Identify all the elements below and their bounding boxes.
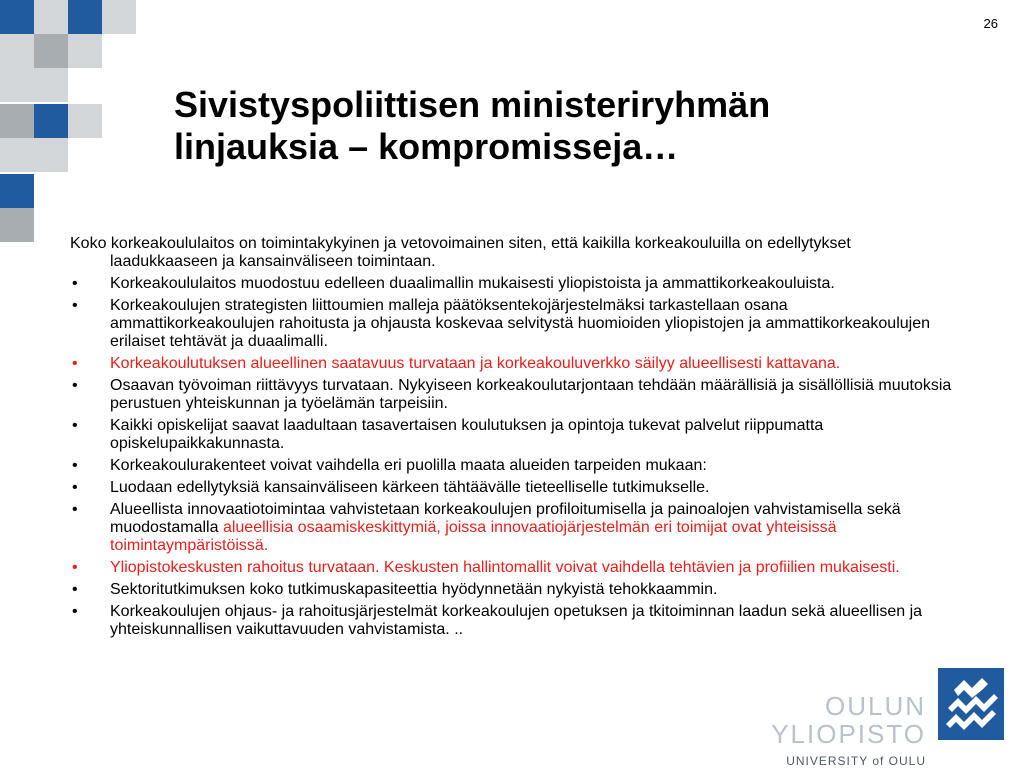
bullet-item-highlight: • Korkeakoulutuksen alueellinen saatavuus turvataan ja korkeakouluverkko säilyy alueellisesti kattavana. <box>72 355 841 372</box>
bullet-item: • Korkeakoulurakenteet voivat vaihdella eri puolilla maata alueiden tarpeiden mukaan: <box>72 457 707 474</box>
title-line-1: Sivistyspoliittisen ministeriryhmän <box>174 84 771 125</box>
logo-sub-text: UNIVERSITY of OULU <box>786 754 926 768</box>
bullet-item: • Osaavan työvoiman riittävyys turvataan. Nykyiseen korkeakoulutarjontaan tehdään määrällisiä ja sisällöllisiä muutoksia perustuen yhteiskunnan ja työelämän tarpeisiin. <box>72 377 952 412</box>
page-number: 26 <box>983 16 998 31</box>
slide-title <box>174 84 974 168</box>
university-logo-icon <box>938 668 1004 740</box>
university-logo-text <box>686 692 926 768</box>
bullet-item: • Korkeakoululaitos muodostuu edelleen duaalimallin mukaisesti yliopistoista ja ammattikorkeakouluista. <box>72 275 835 292</box>
bullet-item: • Korkeakoulujen strategisten liittoumien malleja päätöksentekojärjestelmäksi tarkastellaan osana ammattikorkeakoulujen rahoitusta ja ohjausta koskevaa selvitystä huomioiden yliopistojen ja ammattikorkeakoulujen erilaiset tehtävät ja duaalimalli. <box>72 297 930 350</box>
logo-main-text: OULUN YLIOPISTO <box>771 691 926 749</box>
bullet-item: • Korkeakoulujen ohjaus- ja rahoitusjärjestelmät korkeakoulujen opetuksen ja tkitoiminnan laadun sekä alueellisen ja yhteiskunnallisen vaikuttavuuden vahvistamista. .. <box>72 603 923 638</box>
title-line-2: linjauksia – kompromisseja… <box>174 126 679 167</box>
bullet-item: • Sektoritutkimuksen koko tutkimuskapasiteettia hyödynnetään nykyistä tehokkaammin. <box>72 581 718 598</box>
bullet-item-mixed: • Alueellista innovaatiotoimintaa vahvistetaan korkeakoulujen profiloitumisella ja painoalojen vahvistamisella sekä muodostamalla alueellisia osaamiskeskittymiä, joissa innovaatiojärjestelmän eri toimijat ovat yhteisissä toimintaympäristöissä. <box>72 501 901 554</box>
bullet-item: • Luodaan edellytyksiä kansainväliseen kärkeen tähtäävälle tieteelliselle tutkimukselle. <box>72 479 710 496</box>
bullet-list <box>70 275 955 639</box>
bullet-item-highlight: • Yliopistokeskusten rahoitus turvataan. Keskusten hallintomallit voivat vaihdella tehtävien ja profiilien mukaisesti. <box>72 559 900 576</box>
bullet-item: • Kaikki opiskelijat saavat laadultaan tasavertaisen koulutuksen ja opintoja tukevat palvelut riippumatta opiskelupaikkakunnasta. <box>72 417 824 452</box>
intro-paragraph: Koko korkeakoululaitos on toimintakykyinen ja vetovoimainen siten, että kaikilla korkeakouluilla on edellytykset laadukkaaseen ja kansainväliseen toimintaan. <box>70 235 851 270</box>
slide-body <box>70 235 955 643</box>
